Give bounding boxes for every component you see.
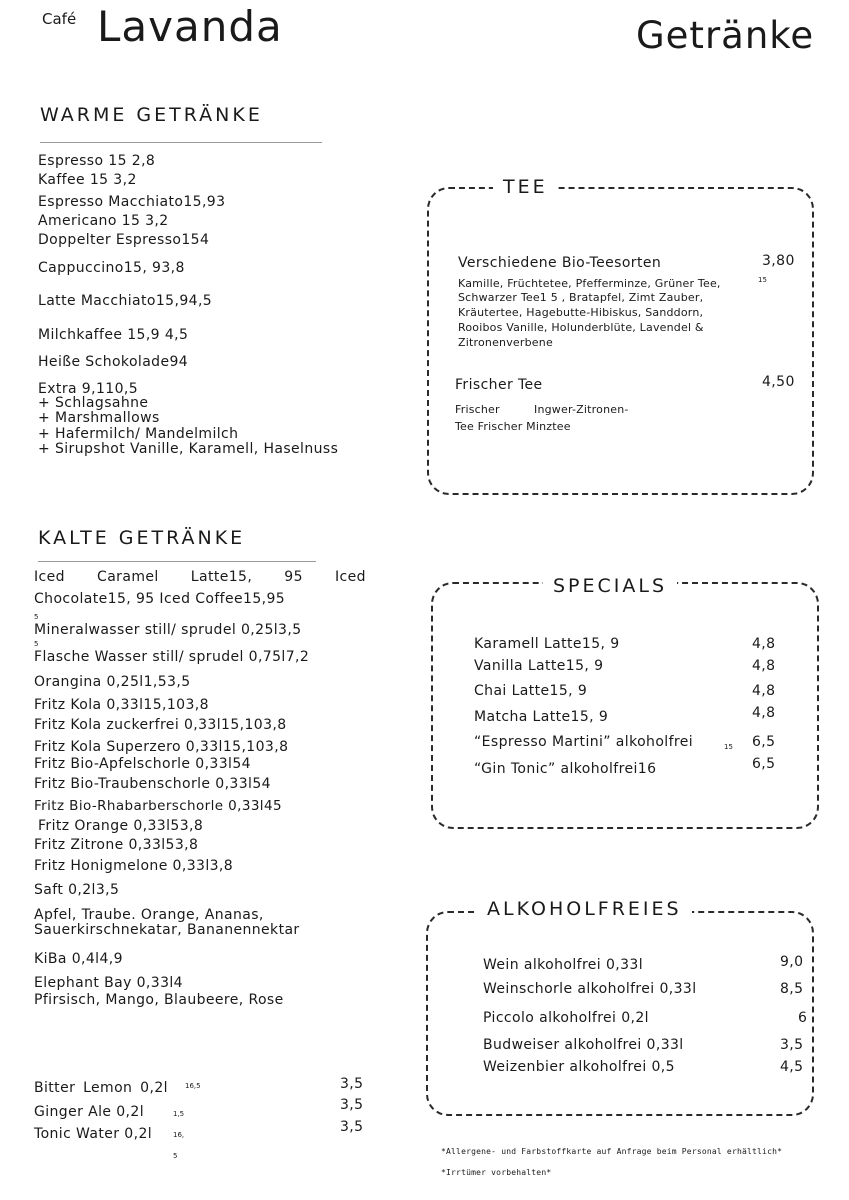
allergen-sup: 15	[758, 276, 767, 284]
warme-section-title: WARME GETRÄNKE	[40, 104, 263, 126]
tee-item-desc: Schwarzer Tee1 5 , Bratapfel, Zimt Zauber,	[458, 291, 704, 304]
warme-extra: + Sirupshot Vanille, Karamell, Haselnuss	[38, 441, 339, 457]
kalte-item: Fritz Kola zuckerfrei 0,33l15,103,8	[34, 717, 287, 733]
specials-item-name: Karamell Latte15, 9	[474, 636, 620, 652]
kalte-item: Apfel, Traube. Orange, Ananas,	[34, 907, 264, 923]
specials-item-name: “Espresso Martini” alkoholfrei	[474, 734, 694, 750]
specials-item-price: 6,5	[752, 734, 776, 750]
warme-divider	[40, 142, 322, 143]
specials-item-price: 4,8	[752, 705, 776, 721]
warme-item: Latte Macchiato15,94,5	[38, 293, 213, 309]
kalte-iced-line-2: Chocolate15, 95 Iced Coffee15,95	[34, 591, 286, 607]
specials-item-price: 4,8	[752, 636, 776, 652]
kalte-iced-line	[34, 569, 366, 585]
tonic-name: Ginger Ale 0,2l	[34, 1104, 145, 1120]
page-title: Getränke	[636, 14, 815, 57]
kalte-divider	[38, 561, 316, 562]
specials-item-name: Matcha Latte15, 9	[474, 709, 609, 725]
kalte-item: Pfirsisch, Mango, Blaubeere, Rose	[34, 992, 284, 1008]
footer-note-allergens: *Allergene- und Farbstoffkarte auf Anfrage beim Personal erhältlich*	[441, 1147, 783, 1156]
tonic-price: 3,5	[340, 1097, 364, 1113]
allergen-sup: 5	[34, 640, 39, 648]
kalte-iced-word: Iced	[34, 569, 65, 585]
warme-item: Americano 15 3,2	[38, 213, 169, 229]
alkoholfreies-item-name: Wein alkoholfrei 0,33l	[483, 957, 644, 973]
alkoholfreies-box-title: ALKOHOLFREIES	[477, 898, 692, 920]
warme-item: Milchkaffee 15,9 4,5	[38, 327, 189, 343]
specials-item-name: Chai Latte15, 9	[474, 683, 588, 699]
warme-item: Doppelter Espresso154	[38, 232, 210, 248]
tee-item-price: 4,50	[762, 374, 795, 390]
alkoholfreies-item-name: Weizenbier alkoholfrei 0,5	[483, 1059, 675, 1075]
tee-item-desc: Tee Frischer Minztee	[455, 420, 571, 433]
tee-item-name: Verschiedene Bio-Teesorten	[458, 255, 662, 271]
alkoholfreies-item-price: 4,5	[780, 1059, 804, 1075]
kalte-item: KiBa 0,4l4,9	[34, 951, 123, 967]
kalte-item: Flasche Wasser still/ sprudel 0,75l7,2	[34, 649, 310, 665]
kalte-item: Mineralwasser still/ sprudel 0,25l3,5	[34, 622, 302, 638]
warme-extra: + Schlagsahne	[38, 395, 149, 411]
alkoholfreies-item-price: 8,5	[780, 981, 804, 997]
warme-extra: + Hafermilch/ Mandelmilch	[38, 426, 239, 442]
kalte-item: Saft 0,2l3,5	[34, 882, 120, 898]
alkoholfreies-item-price: 6	[798, 1010, 808, 1026]
tonic-allergen: 16,5	[185, 1082, 201, 1090]
kalte-iced-word: Caramel	[97, 569, 159, 585]
kalte-section-title: KALTE GETRÄNKE	[38, 527, 246, 549]
tonic-allergen: 1,5	[173, 1110, 185, 1118]
tonic-name: Tonic Water 0,2l	[34, 1126, 153, 1142]
specials-item-name: “Gin Tonic” alkoholfrei16	[474, 761, 657, 777]
tee-item-price: 3,80	[762, 253, 795, 269]
warme-item: Heiße Schokolade94	[38, 354, 189, 370]
tonic-allergen: 16,	[173, 1131, 185, 1139]
tee-item-desc: Ingwer-Zitronen-	[534, 403, 629, 416]
allergen-sup: 15	[724, 743, 733, 751]
footer-note-errors: *Irrtümer vorbehalten*	[441, 1168, 552, 1177]
kalte-item: Fritz Zitrone 0,33l53,8	[34, 837, 199, 853]
tonic-price: 3,5	[340, 1076, 364, 1092]
tee-item-desc: Zitronenverbene	[458, 336, 553, 349]
kalte-iced-word: Iced	[335, 569, 366, 585]
alkoholfreies-item-price: 9,0	[780, 954, 804, 970]
warme-item: Cappuccino15, 93,8	[38, 260, 185, 276]
kalte-item: Sauerkirschnekatar, Bananennektar	[34, 922, 300, 938]
specials-box-title: SPECIALS	[543, 575, 677, 597]
kalte-item: Fritz Orange 0,33l53,8	[38, 818, 204, 834]
alkoholfreies-item-price: 3,5	[780, 1037, 804, 1053]
specials-item-price: 4,8	[752, 658, 776, 674]
kalte-item: Orangina 0,25l1,53,5	[34, 674, 191, 690]
tee-item-desc: Kamille, Früchtetee, Pfefferminze, Grüner Tee,	[458, 277, 721, 290]
tee-item-desc: Frischer	[455, 403, 500, 416]
kalte-item: Fritz Honigmelone 0,33l3,8	[34, 858, 234, 874]
tee-item-desc: Kräutertee, Hagebutte-Hibiskus, Sanddorn,	[458, 306, 704, 319]
tee-item-desc: Rooibos Vanille, Holunderblüte, Lavendel &	[458, 321, 704, 334]
warme-item: Espresso 15 2,8	[38, 153, 156, 169]
alkoholfreies-item-name: Weinschorle alkoholfrei 0,33l	[483, 981, 697, 997]
warme-item: Kaffee 15 3,2	[38, 172, 137, 188]
kalte-iced-word: 95	[284, 569, 303, 585]
kalte-item: Fritz Bio-Apfelschorle 0,33l54	[34, 756, 251, 772]
tonic-price: 3,5	[340, 1119, 364, 1135]
kalte-item: Fritz Bio-Rhabarberschorle 0,33l45	[34, 798, 282, 814]
kalte-item: Fritz Bio-Traubenschorle 0,33l54	[34, 776, 271, 792]
tonic-name: Bitter Lemon 0,2l	[34, 1080, 168, 1096]
tonic-allergen: 5	[173, 1152, 178, 1160]
kalte-iced-word: Latte15,	[190, 569, 253, 585]
alkoholfreies-item-name: Budweiser alkoholfrei 0,33l	[483, 1037, 684, 1053]
tee-item-name: Frischer Tee	[455, 377, 543, 393]
specials-item-name: Vanilla Latte15, 9	[474, 658, 604, 674]
tee-box-title: TEE	[493, 176, 558, 198]
cafe-name: Lavanda	[97, 2, 283, 51]
warme-item: Espresso Macchiato15,93	[38, 194, 226, 210]
kalte-item: Fritz Kola 0,33l15,103,8	[34, 697, 209, 713]
alkoholfreies-item-name: Piccolo alkoholfrei 0,2l	[483, 1010, 649, 1026]
specials-item-price: 4,8	[752, 683, 776, 699]
warme-item: Extra 9,110,5	[38, 381, 139, 397]
specials-item-price: 6,5	[752, 756, 776, 772]
allergen-sup: 5	[34, 613, 39, 621]
cafe-label: Café	[42, 10, 77, 28]
kalte-item: Elephant Bay 0,33l4	[34, 975, 183, 991]
kalte-item: Fritz Kola Superzero 0,33l15,103,8	[34, 739, 289, 755]
warme-extra: + Marshmallows	[38, 410, 160, 426]
